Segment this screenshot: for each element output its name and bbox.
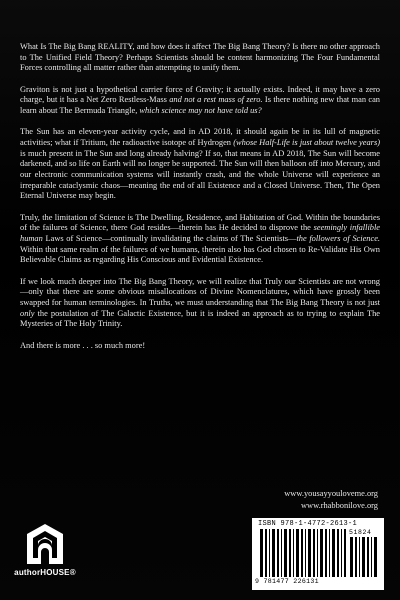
paragraph-big-bang: What Is The Big Bang REALITY, and how does it affect The Big Bang Theory? Is there no other approach to The Unified Field Theory? Perhaps Scientists should be content harmonizing The Four Fundamental Forces controlling all matter rather than attempting to unify them. [20, 42, 380, 73]
barcode-bar [272, 529, 275, 577]
barcode-bar [332, 529, 335, 577]
barcode-bar [320, 529, 323, 577]
paragraph-sun: The Sun has an eleven-year activity cycle, and in AD 2018, it should again be in its lull of magnetic activities; what if Tritium, the radioactive isotope of Hydrogen (whose Half-Life is just about twelve years) is much present in The Sun and long already halving? If so, that means in AD 2018, The Sun will become darkened, and so life on Earth will no longer be supported. The Sun will then balloon off into Mercury, and our electronic communication systems will instantly crash, and the whole Universe will experience an irreparable cataclysmic chaos—meaning the end of all Existence and a Closed Universe. Then, The Open Eternal Universe may begin. [20, 127, 380, 201]
barcode-bar [325, 529, 327, 577]
barcode-bar [269, 529, 270, 577]
barcode-digits: 9 781477 226131 [255, 578, 319, 585]
barcode-bar [355, 537, 357, 577]
barcode-bar [313, 529, 315, 577]
barcode-bar [305, 529, 306, 577]
barcode-bar [277, 529, 279, 577]
barcode-bars [260, 529, 346, 577]
website-link-1[interactable]: www.yousayyouloveme.org [284, 489, 378, 498]
authorhouse-logo-icon [25, 522, 65, 566]
barcode-bar [344, 529, 346, 577]
barcode-bar [260, 529, 263, 577]
isbn-number: ISBN 978-1-4772-2613-1 [258, 520, 358, 528]
barcode-addon-bars [350, 537, 380, 577]
isbn-barcode [252, 518, 384, 590]
barcode-bar [317, 529, 318, 577]
website-link-2[interactable]: www.rhabbonilove.org [301, 500, 378, 510]
barcode-bar [337, 529, 339, 577]
barcode-bar [301, 529, 303, 577]
barcode-bar [362, 537, 365, 577]
barcode-bar [367, 537, 369, 577]
barcode-bar [296, 529, 299, 577]
cover-blurb [20, 42, 380, 362]
barcode-bar [329, 529, 330, 577]
barcode-bar [308, 529, 311, 577]
barcode-bar [341, 529, 342, 577]
website-list [284, 488, 378, 511]
barcode-bar [281, 529, 282, 577]
publisher-name: authorHOUSE® [14, 568, 76, 577]
barcode-bar [284, 529, 287, 577]
paragraph-deeper: If we look much deeper into The Big Bang Theory, we will realize that Truly our Scientists are not wrong—only that there are some obvious misallocations of Divine Nomenclatures, which have grossly been swapped for human terminologies. In Truths, we must understanding that The Big Bang Theory is not just only the postulation of The Galactic Existence, but it is indeed an approach as to trying to explain The Mysteries of The Holy Trinity. [20, 276, 380, 329]
price-code: 51824 [349, 529, 372, 536]
closing-line: And there is more . . . so much more! [20, 340, 146, 350]
publisher-logo [14, 522, 76, 590]
barcode-bar [350, 537, 353, 577]
barcode-bar [374, 537, 377, 577]
paragraph-science: Truly, the limitation of Science is The Dwelling, Residence, and Habitation of God. Within the boundaries of the failures of Science, there God resides—therein has He decided to disprove the seemingly infallible human Laws of Science—continually invalidating the claims of The Scientists—the followers of Science. Within that same realm of the failures of we humans, therein also has God chosen to Re-Validate His Own Believable Claims as regarding His Conscious and Evidential Existence. [20, 212, 381, 265]
barcode-bar [265, 529, 267, 577]
barcode-bar [289, 529, 291, 577]
barcode-bar [371, 537, 372, 577]
barcode-bar [359, 537, 360, 577]
paragraph-graviton: Graviton is not just a hypothetical carrier force of Gravity; it actually exists. Indeed, it may have a zero charge, but it has a Net Zero Restless-Mass and not a rest mass of zero. Is there nothing new that man can learn about The Bermuda Triangle, which science may not have told us? [20, 84, 380, 116]
barcode-bar [293, 529, 294, 577]
